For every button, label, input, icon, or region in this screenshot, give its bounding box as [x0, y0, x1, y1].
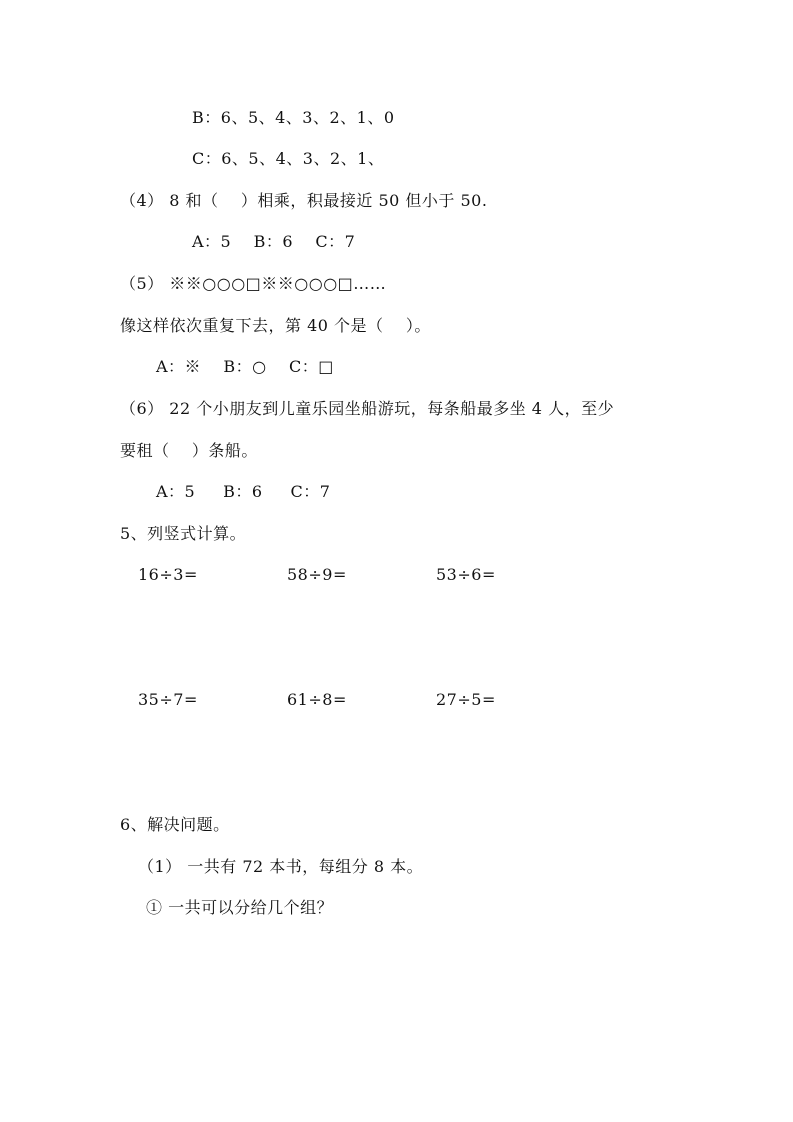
- calc-problem: 27÷5=: [436, 690, 496, 709]
- section-5-title: 5、列竖式计算。: [120, 524, 247, 543]
- option-b: B：6、5、4、3、2、1、0: [192, 108, 395, 127]
- question-6-options: A：5 B：6 C：7: [156, 482, 331, 501]
- calc-problem: 53÷6=: [436, 565, 496, 584]
- question-4-options: A：5 B：6 C：7: [192, 232, 356, 251]
- option-c: C：6、5、4、3、2、1、: [192, 149, 385, 168]
- section-6-title: 6、解决问题。: [120, 815, 230, 834]
- question-6-stem-continued: 要租（ ）条船。: [120, 441, 258, 460]
- question-6-stem: （6） 22 个小朋友到儿童乐园坐船游玩，每条船最多坐 4 人，至少: [120, 399, 615, 418]
- question-5-stem-continued: 像这样依次重复下去，第 40 个是（ ）。: [120, 316, 431, 335]
- calc-problem: 16÷3=: [138, 565, 198, 584]
- calc-problem: 61÷8=: [287, 690, 347, 709]
- calc-problem: 35÷7=: [138, 690, 198, 709]
- question-5-options: A：※ B：○ C：□: [156, 357, 334, 376]
- calc-problem: 58÷9=: [287, 565, 347, 584]
- question-4-stem: （4） 8 和（ ）相乘，积最接近 50 但小于 50.: [120, 191, 488, 210]
- question-5-stem: （5） ※※○○○□※※○○○□……: [120, 274, 387, 293]
- problem-1-subquestion: ① 一共可以分给几个组？: [146, 898, 334, 917]
- problem-1-stem: （1） 一共有 72 本书，每组分 8 本。: [138, 857, 424, 876]
